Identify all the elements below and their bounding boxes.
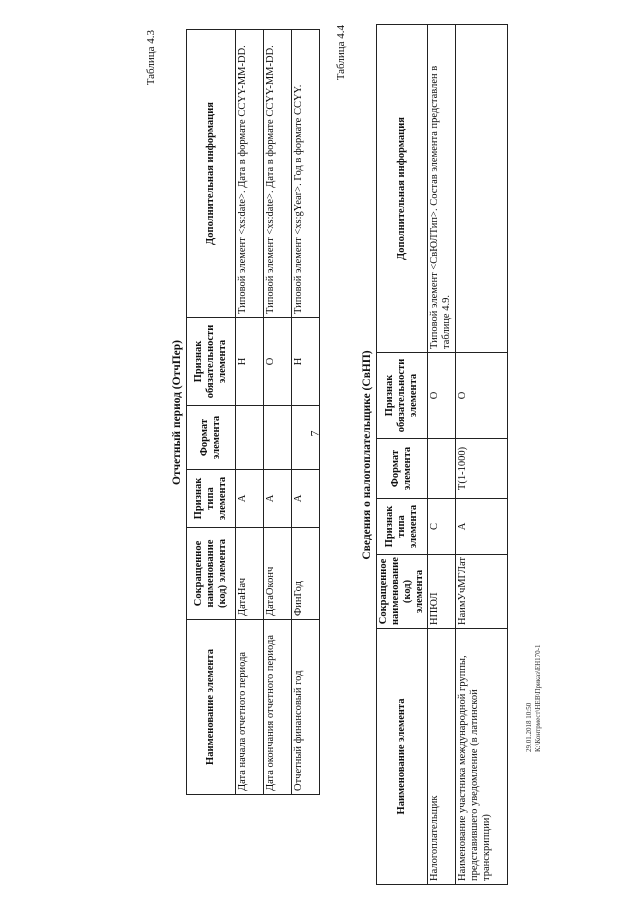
table-cell: НПЮЛ (428, 555, 456, 629)
table-cell: ДатаОконч (264, 528, 292, 620)
table-row (236, 30, 264, 795)
table-row (428, 25, 456, 885)
file-stamp (525, 572, 543, 752)
table-cell: О (456, 353, 508, 439)
header-cell: Дополнительная информация (377, 25, 428, 353)
table-header-row (377, 25, 428, 885)
table-title: Отчетный период (ОтчПер) (171, 340, 183, 485)
table-cell: Типовой элемент <СвЮЛТип>. Состав элемента представлен в таблице 4.9. (428, 25, 456, 353)
table-row (264, 30, 292, 795)
table-cell (428, 439, 456, 499)
table-cell: А (456, 499, 508, 555)
table-label: Таблица 4.4 (335, 25, 347, 81)
table-cell: ФинГод (292, 528, 320, 620)
header-cell: Дополнительная информация (187, 30, 236, 318)
table-row (292, 30, 320, 795)
table-cell: Дата начала отчетного периода (236, 620, 264, 795)
stamp-path: К:\Контрмест\НЕВ\Приказ\ЕН170-1 (534, 644, 542, 752)
table-cell: А (292, 470, 320, 528)
header-cell: Признак обязательности элемента (377, 353, 428, 439)
table-cell: T(1-1000) (456, 439, 508, 499)
table-cell: Типовой элемент <xs:gYear>. Год в формате CCYY. (292, 30, 320, 318)
table-cell: О (264, 318, 292, 406)
table-cell: Типовой элемент <xs:date>. Дата в формате CCYY-MM-DD. (264, 30, 292, 318)
table-label: Таблица 4.3 (145, 30, 157, 86)
table-4-4-block (335, 25, 508, 885)
header-cell: Признак обязательности элемента (187, 318, 236, 406)
header-cell: Признак типа элемента (377, 499, 428, 555)
table-row (456, 25, 508, 885)
table-header-row (187, 30, 236, 795)
table-cell: НаимУчМГЛат (456, 555, 508, 629)
table-cell: Наименование участника международной группы, представившего уведомление (в латинской транскрипции) (456, 629, 508, 885)
table-cell: Налогоплательщик (428, 629, 456, 885)
data-table (186, 29, 320, 795)
table-cell: Н (236, 318, 264, 406)
table-cell: Дата окончания отчетного периода (264, 620, 292, 795)
data-table (376, 24, 508, 885)
table-cell (456, 25, 508, 353)
header-cell: Наименование элемента (377, 629, 428, 885)
table-4-3-block (145, 30, 320, 795)
table-cell: С (428, 499, 456, 555)
header-cell: Признак типа элемента (187, 470, 236, 528)
table-cell: Типовой элемент <xs:date>. Дата в формате CCYY-MM-DD. (236, 30, 264, 318)
table-cell (264, 406, 292, 470)
header-cell: Сокращенное наименование (код) элемента (187, 528, 236, 620)
table-cell: Н (292, 318, 320, 406)
table-cell: ДатаНач (236, 528, 264, 620)
header-cell: Наименование элемента (187, 620, 236, 795)
table-cell (236, 406, 264, 470)
table-title: Сведения о налогоплательщике (СвНП) (361, 350, 373, 560)
header-cell: Формат элемента (187, 406, 236, 470)
table-cell (292, 406, 320, 470)
table-cell: Отчетный финансовый год (292, 620, 320, 795)
page-number: 7 (307, 430, 322, 437)
header-cell: Формат элемента (377, 439, 428, 499)
table-cell: О (428, 353, 456, 439)
header-cell: Сокращенное наименование (код) элемента (377, 555, 428, 629)
table-cell: А (236, 470, 264, 528)
stamp-date: 29.01.2018 10:50 (525, 702, 533, 752)
table-cell: А (264, 470, 292, 528)
